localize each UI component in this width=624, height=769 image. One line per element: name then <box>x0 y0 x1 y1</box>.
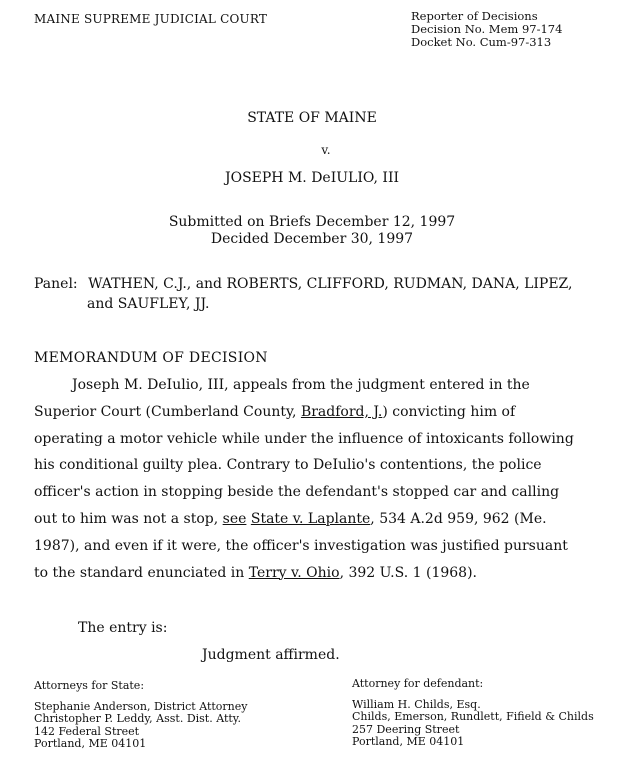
attorney-line: Christopher P. Leddy, Asst. Dist. Atty. <box>34 712 242 726</box>
attorney-line: Portland, ME 04101 <box>34 737 147 751</box>
attorney-line: Childs, Emerson, Rundlett, Fifield & Childs <box>352 710 594 724</box>
body-line: 1987), and even if it were, the officer's investigation was justified pursuant <box>34 537 568 554</box>
defendant-attorneys-heading: Attorney for defendant: <box>352 677 484 690</box>
citation-signal: see <box>222 510 247 527</box>
body-line: Joseph M. DeIulio, III, appeals from the judgment entered in the <box>72 377 530 393</box>
defendant-attorneys <box>352 678 594 749</box>
panel-justices-line1: WATHEN, C.J., and ROBERTS, CLIFFORD, RUDMAN, DANA, LIPEZ, <box>88 276 573 292</box>
docket-number: Docket No. Cum-97-313 <box>411 35 552 49</box>
judge-name: Bradford, J. <box>300 403 383 420</box>
body-line <box>34 560 586 587</box>
attorney-line: 257 Deering Street <box>352 722 460 736</box>
case-defendant: JOSEPH M. DeIULIO, III <box>224 170 400 186</box>
attorney-line: William H. Childs, Esq. <box>352 697 481 711</box>
body-line <box>34 399 586 426</box>
reporter-label: Reporter of Decisions <box>411 9 538 23</box>
body-text: , 534 A.2d 959, 962 (Me. <box>370 510 547 527</box>
judgment-text: Judgment affirmed. <box>202 647 340 663</box>
body-text: , 392 U.S. 1 (1968). <box>339 564 477 581</box>
body-text: Superior Court (Cumberland County, <box>34 403 301 420</box>
state-attorneys <box>34 680 247 751</box>
entry-label: The entry is: <box>78 620 168 636</box>
body-line: officer's action in stopping beside the defendant's stopped car and calling <box>34 484 560 501</box>
reporter-block <box>411 10 562 49</box>
case-versus: v. <box>321 143 331 157</box>
panel-block <box>34 274 573 314</box>
panel-label: Panel: <box>34 276 78 292</box>
state-attorneys-heading: Attorneys for State: <box>34 679 145 692</box>
body-line <box>34 506 586 533</box>
body-line: operating a motor vehicle while under the influence of intoxicants following <box>34 430 574 447</box>
panel-justices-line2: and SAUFLEY, JJ. <box>87 296 210 312</box>
memorandum-heading: MEMORANDUM OF DECISION <box>34 350 268 366</box>
case-plaintiff: STATE OF MAINE <box>247 110 377 126</box>
court-name: MAINE SUPREME JUDICIAL COURT <box>34 12 268 26</box>
case-citation: State v. Laplante <box>250 510 371 527</box>
body-text: out to him was not a stop, <box>34 510 223 527</box>
attorney-line: Stephanie Anderson, District Attorney <box>34 699 248 713</box>
attorney-line: 142 Federal Street <box>34 724 140 738</box>
decided-date: Decided December 30, 1997 <box>210 231 414 247</box>
decision-body <box>34 372 586 586</box>
case-citation: Terry v. Ohio <box>248 564 340 581</box>
decision-number: Decision No. Mem 97-174 <box>411 22 563 36</box>
attorney-line: Portland, ME 04101 <box>352 735 465 749</box>
body-line: his conditional guilty plea. Contrary to DeIulio's contentions, the police <box>34 457 542 474</box>
body-text: ) convicting him of <box>382 403 516 420</box>
body-text: to the standard enunciated in <box>34 564 249 581</box>
submitted-date: Submitted on Briefs December 12, 1997 <box>168 214 456 230</box>
